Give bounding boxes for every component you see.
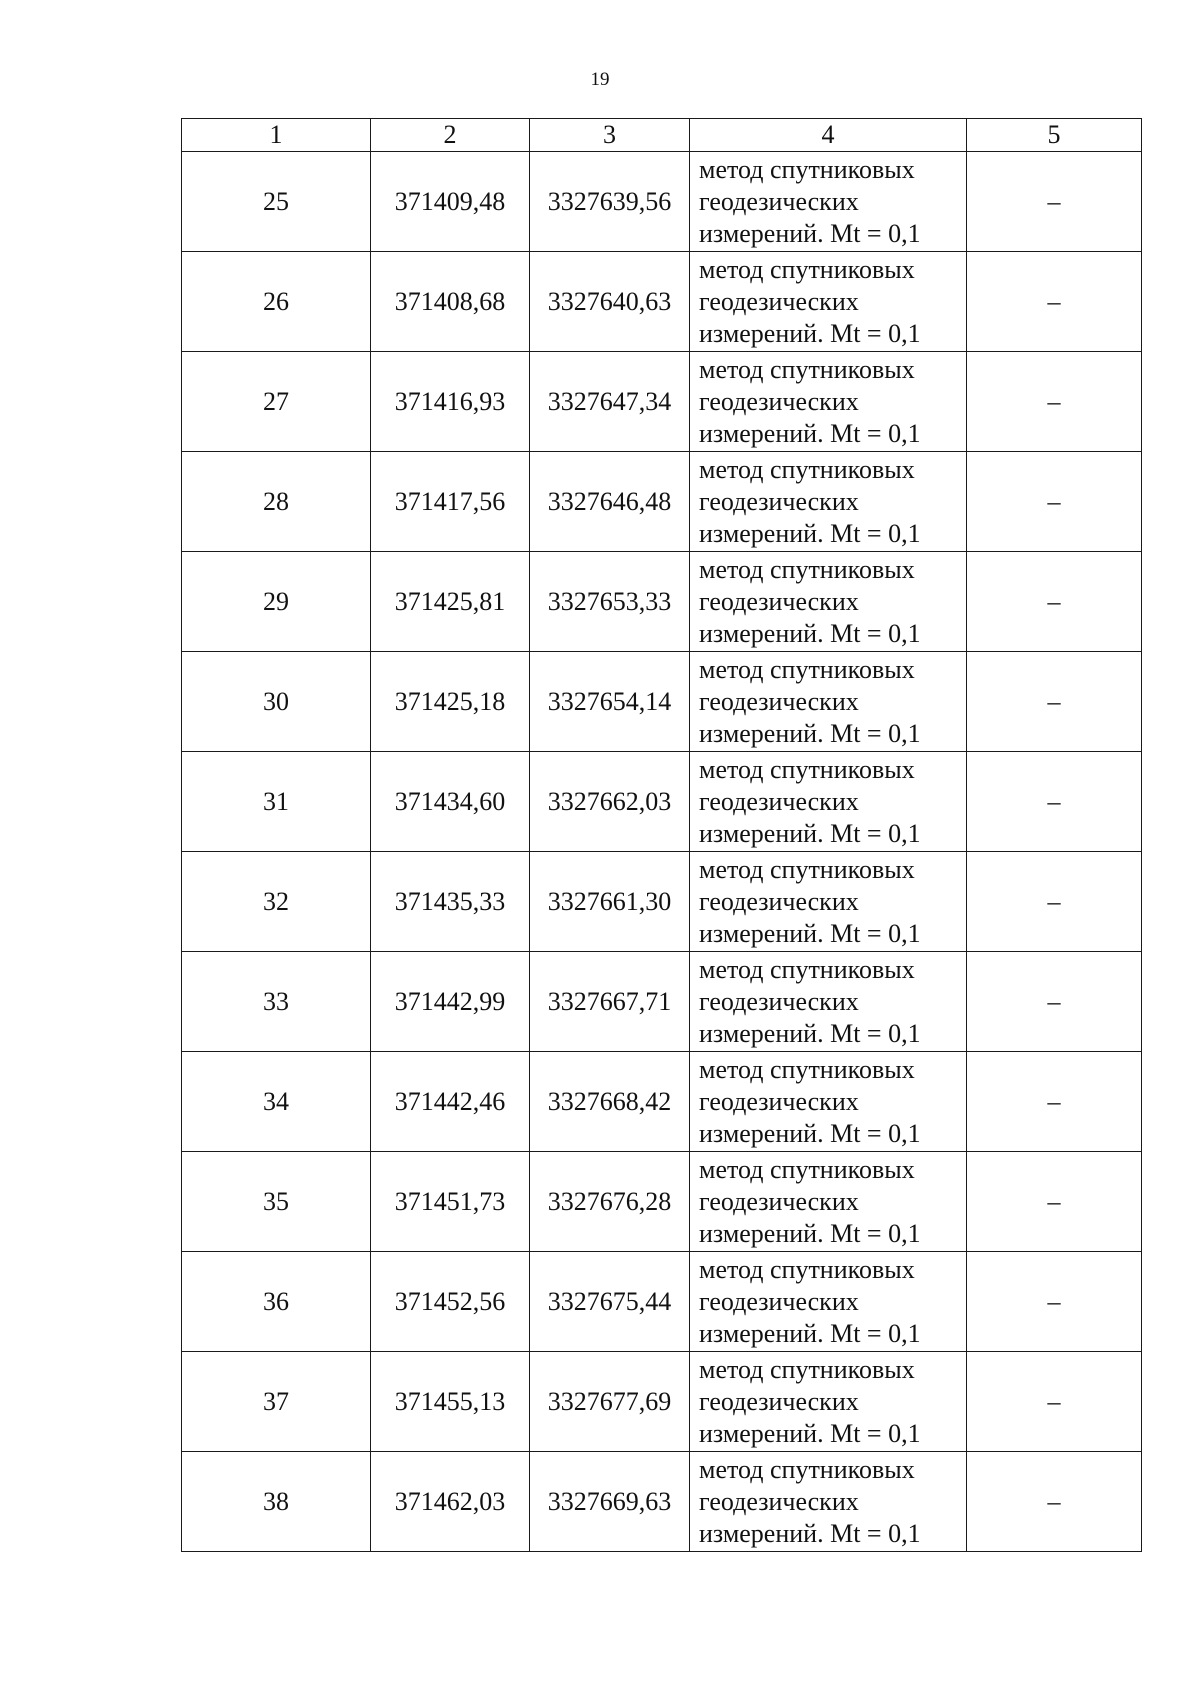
x-coordinate-cell: 371409,48	[371, 152, 530, 252]
method-line: геодезических	[699, 986, 859, 1016]
note-cell: –	[967, 1252, 1142, 1352]
y-coordinate-cell: 3327669,63	[530, 1452, 690, 1552]
method-cell	[690, 952, 967, 1052]
method-line: геодезических	[699, 486, 859, 516]
table-row	[182, 1052, 1142, 1152]
coordinates-table	[181, 118, 1142, 1552]
x-coordinate-cell: 371451,73	[371, 1152, 530, 1252]
x-coordinate-cell: 371452,56	[371, 1252, 530, 1352]
y-coordinate-cell: 3327653,33	[530, 552, 690, 652]
method-cell	[690, 1452, 967, 1552]
method-line: метод спутниковых	[699, 954, 915, 984]
note-cell: –	[967, 1152, 1142, 1252]
point-number-cell: 37	[182, 1352, 371, 1452]
method-line: метод спутниковых	[699, 254, 915, 284]
method-line: геодезических	[699, 1486, 859, 1516]
y-coordinate-cell: 3327640,63	[530, 252, 690, 352]
method-line: метод спутниковых	[699, 1054, 915, 1084]
method-cell	[690, 752, 967, 852]
note-cell: –	[967, 152, 1142, 252]
point-number-cell: 33	[182, 952, 371, 1052]
method-line: метод спутниковых	[699, 1454, 915, 1484]
method-line: геодезических	[699, 886, 859, 916]
note-cell: –	[967, 652, 1142, 752]
note-cell: –	[967, 952, 1142, 1052]
table-row	[182, 252, 1142, 352]
note-cell: –	[967, 1452, 1142, 1552]
method-line: метод спутниковых	[699, 354, 915, 384]
table-row	[182, 852, 1142, 952]
y-coordinate-cell: 3327661,30	[530, 852, 690, 952]
method-line: метод спутниковых	[699, 1254, 915, 1284]
method-cell	[690, 1352, 967, 1452]
method-cell	[690, 152, 967, 252]
x-coordinate-cell: 371425,18	[371, 652, 530, 752]
method-cell	[690, 652, 967, 752]
method-line: измерений. Mt = 0,1	[699, 618, 921, 648]
table-row	[182, 352, 1142, 452]
point-number-cell: 36	[182, 1252, 371, 1352]
method-line: геодезических	[699, 586, 859, 616]
header-col-5: 5	[967, 119, 1142, 152]
point-number-cell: 27	[182, 352, 371, 452]
method-cell	[690, 1052, 967, 1152]
table-row	[182, 752, 1142, 852]
table-row	[182, 1452, 1142, 1552]
page-number: 19	[590, 69, 610, 90]
table-row	[182, 452, 1142, 552]
method-line: измерений. Mt = 0,1	[699, 418, 921, 448]
x-coordinate-cell: 371462,03	[371, 1452, 530, 1552]
method-line: метод спутниковых	[699, 554, 915, 584]
point-number-cell: 29	[182, 552, 371, 652]
method-line: метод спутниковых	[699, 654, 915, 684]
method-line: геодезических	[699, 1386, 859, 1416]
point-number-cell: 32	[182, 852, 371, 952]
x-coordinate-cell: 371416,93	[371, 352, 530, 452]
method-line: геодезических	[699, 786, 859, 816]
x-coordinate-cell: 371434,60	[371, 752, 530, 852]
point-number-cell: 25	[182, 152, 371, 252]
point-number-cell: 35	[182, 1152, 371, 1252]
x-coordinate-cell: 371442,99	[371, 952, 530, 1052]
method-line: метод спутниковых	[699, 1154, 915, 1184]
method-line: метод спутниковых	[699, 154, 915, 184]
point-number-cell: 30	[182, 652, 371, 752]
table-row	[182, 1352, 1142, 1452]
y-coordinate-cell: 3327668,42	[530, 1052, 690, 1152]
y-coordinate-cell: 3327677,69	[530, 1352, 690, 1452]
table-row	[182, 952, 1142, 1052]
table-row	[182, 152, 1142, 252]
x-coordinate-cell: 371442,46	[371, 1052, 530, 1152]
header-col-3: 3	[530, 119, 690, 152]
method-line: измерений. Mt = 0,1	[699, 518, 921, 548]
method-line: метод спутниковых	[699, 754, 915, 784]
method-line: метод спутниковых	[699, 1354, 915, 1384]
x-coordinate-cell: 371435,33	[371, 852, 530, 952]
y-coordinate-cell: 3327639,56	[530, 152, 690, 252]
method-cell	[690, 1252, 967, 1352]
table-row	[182, 1252, 1142, 1352]
point-number-cell: 38	[182, 1452, 371, 1552]
table-body	[182, 152, 1142, 1552]
header-row	[182, 119, 1142, 152]
y-coordinate-cell: 3327676,28	[530, 1152, 690, 1252]
method-cell	[690, 1152, 967, 1252]
method-line: геодезических	[699, 286, 859, 316]
y-coordinate-cell: 3327654,14	[530, 652, 690, 752]
method-line: геодезических	[699, 386, 859, 416]
y-coordinate-cell: 3327662,03	[530, 752, 690, 852]
method-line: измерений. Mt = 0,1	[699, 1518, 921, 1548]
table-header	[182, 119, 1142, 152]
header-col-4: 4	[690, 119, 967, 152]
note-cell: –	[967, 352, 1142, 452]
x-coordinate-cell: 371455,13	[371, 1352, 530, 1452]
note-cell: –	[967, 1052, 1142, 1152]
point-number-cell: 34	[182, 1052, 371, 1152]
table-row	[182, 552, 1142, 652]
method-line: геодезических	[699, 1286, 859, 1316]
method-line: метод спутниковых	[699, 454, 915, 484]
method-line: измерений. Mt = 0,1	[699, 218, 921, 248]
note-cell: –	[967, 552, 1142, 652]
header-col-1: 1	[182, 119, 371, 152]
method-line: геодезических	[699, 186, 859, 216]
method-line: геодезических	[699, 1086, 859, 1116]
note-cell: –	[967, 1352, 1142, 1452]
method-cell	[690, 252, 967, 352]
x-coordinate-cell: 371408,68	[371, 252, 530, 352]
point-number-cell: 26	[182, 252, 371, 352]
method-cell	[690, 552, 967, 652]
method-line: измерений. Mt = 0,1	[699, 818, 921, 848]
x-coordinate-cell: 371425,81	[371, 552, 530, 652]
header-col-2: 2	[371, 119, 530, 152]
table-row	[182, 1152, 1142, 1252]
method-line: измерений. Mt = 0,1	[699, 1218, 921, 1248]
y-coordinate-cell: 3327675,44	[530, 1252, 690, 1352]
note-cell: –	[967, 852, 1142, 952]
method-line: метод спутниковых	[699, 854, 915, 884]
note-cell: –	[967, 252, 1142, 352]
method-cell	[690, 852, 967, 952]
point-number-cell: 28	[182, 452, 371, 552]
method-line: геодезических	[699, 1186, 859, 1216]
method-line: измерений. Mt = 0,1	[699, 918, 921, 948]
y-coordinate-cell: 3327647,34	[530, 352, 690, 452]
method-line: геодезических	[699, 686, 859, 716]
method-line: измерений. Mt = 0,1	[699, 318, 921, 348]
method-cell	[690, 452, 967, 552]
y-coordinate-cell: 3327667,71	[530, 952, 690, 1052]
method-line: измерений. Mt = 0,1	[699, 1118, 921, 1148]
method-line: измерений. Mt = 0,1	[699, 1018, 921, 1048]
method-line: измерений. Mt = 0,1	[699, 1318, 921, 1348]
point-number-cell: 31	[182, 752, 371, 852]
note-cell: –	[967, 452, 1142, 552]
method-line: измерений. Mt = 0,1	[699, 1418, 921, 1448]
method-cell	[690, 352, 967, 452]
x-coordinate-cell: 371417,56	[371, 452, 530, 552]
note-cell: –	[967, 752, 1142, 852]
method-line: измерений. Mt = 0,1	[699, 718, 921, 748]
y-coordinate-cell: 3327646,48	[530, 452, 690, 552]
table-row	[182, 652, 1142, 752]
